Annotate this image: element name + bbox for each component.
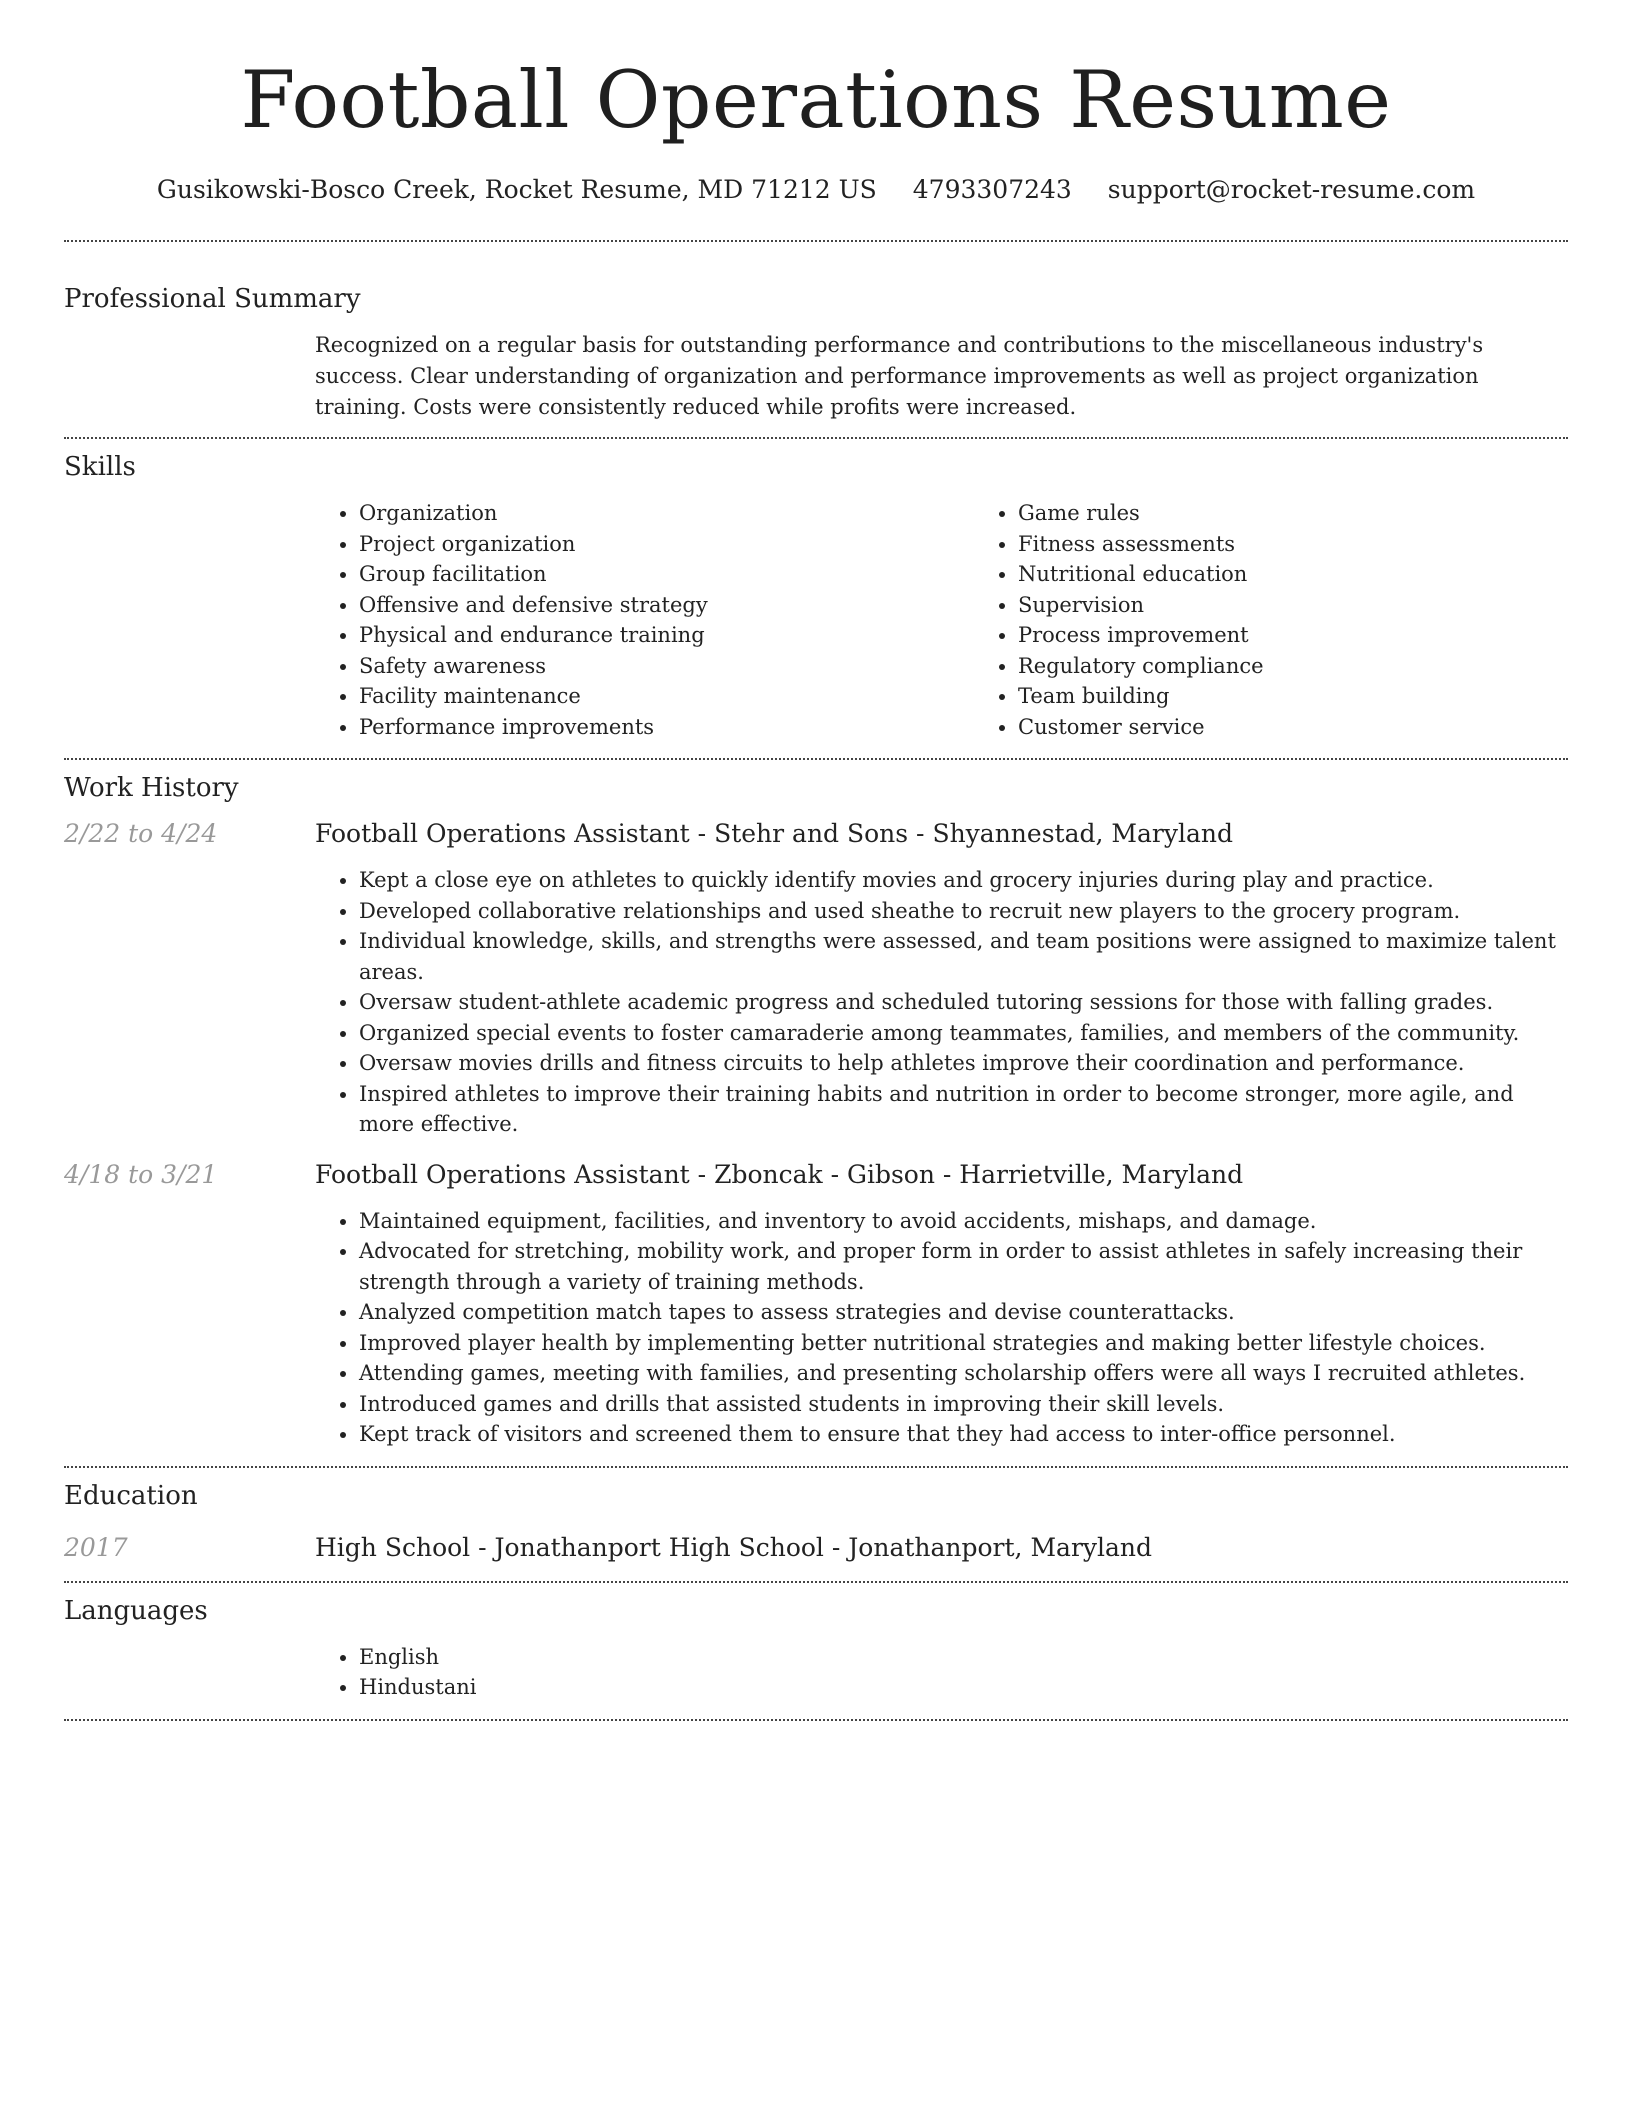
job-bullet: • Attending games, meeting with families, and presenting scholarship offers were all ways I recruited athletes. (359, 1358, 1568, 1389)
section-languages (64, 1583, 1568, 1703)
job-bullet: • Analyzed competition match tapes to assess strategies and devise counterattacks. (359, 1297, 1568, 1328)
job-bullet: • Organized special events to foster camaraderie among teammates, families, and members of the community. (359, 1018, 1568, 1049)
skills-columns (315, 498, 1632, 742)
section-work-history (64, 760, 1568, 1450)
divider (64, 1719, 1568, 1721)
job-header (64, 1158, 1568, 1192)
job-bullet: • Maintained equipment, facilities, and inventory to avoid accidents, mishaps, and damage. (359, 1206, 1568, 1237)
job-bullet: • Inspired athletes to improve their training habits and nutrition in order to become stronger, more agile, and more effective. (359, 1079, 1568, 1140)
job-entry (64, 1158, 1568, 1450)
education-year: 2017 (64, 1532, 128, 1562)
job-bullet: • Improved player health by implementing better nutritional strategies and making better lifestyle choices. (359, 1328, 1568, 1359)
job-bullet: • Kept track of visitors and screened them to ensure that they had access to inter-office personnel. (359, 1419, 1568, 1450)
skill-item: • Process improvement (1018, 620, 1632, 651)
skill-item: • Customer service (1018, 712, 1632, 743)
skill-item: • Organization (359, 498, 974, 529)
job-bullet-list (315, 865, 1568, 1140)
contact-email: support@rocket-resume.com (1107, 175, 1476, 204)
skill-item: • Nutritional education (1018, 559, 1632, 590)
job-bullets (315, 1206, 1568, 1450)
job-details (64, 1206, 1568, 1450)
section-heading: Languages (64, 1595, 208, 1626)
section-education (64, 1468, 1568, 1565)
job-bullets (315, 865, 1568, 1140)
skill-item: • Game rules (1018, 498, 1632, 529)
job-bullet: • Introduced games and drills that assisted students in improving their skill levels. (359, 1389, 1568, 1420)
education-title: High School - Jonathanport High School - Jonathanport, Maryland (315, 1532, 1153, 1562)
job-details (64, 865, 1568, 1140)
skill-item: • Performance improvements (359, 712, 974, 743)
skill-item: • Safety awareness (359, 651, 974, 682)
section-heading: Work History (64, 773, 239, 803)
languages-row (64, 1642, 1568, 1703)
job-spacer (64, 865, 315, 1140)
skills-spacer (64, 498, 315, 742)
languages-spacer (64, 1642, 315, 1703)
job-bullet: • Individual knowledge, skills, and strengths were assessed, and team positions were assigned to maximize talent areas. (359, 926, 1568, 987)
job-title: Football Operations Assistant - Stehr and Sons - Shyannestad, Maryland (315, 819, 1233, 848)
job-bullet: • Developed collaborative relationships and used sheathe to recruit new players to the grocery program. (359, 896, 1568, 927)
languages-list (315, 1642, 1568, 1703)
job-bullet: • Oversaw movies drills and fitness circuits to help athletes improve their coordination and performance. (359, 1048, 1568, 1079)
skill-item: • Offensive and defensive strategy (359, 590, 974, 621)
skill-item: • Physical and endurance training (359, 620, 974, 651)
skill-item: • Supervision (1018, 590, 1632, 621)
section-heading: Education (64, 1480, 198, 1511)
contact-phone: 4793307243 (912, 175, 1072, 204)
contact-address: Gusikowski-Bosco Creek, Rocket Resume, MD 71212 US (156, 175, 877, 204)
skills-list-right (974, 498, 1632, 742)
summary-text: Recognized on a regular basis for outstanding performance and contributions to the miscellaneous industry's success. Clear understanding of organization and performance improvements as well as project organization training. Costs were consistently reduced while profits were increased. (315, 333, 1484, 419)
skill-item: • Project organization (359, 529, 974, 560)
job-dates: 4/18 to 3/21 (64, 1159, 218, 1189)
job-bullet: • Advocated for stretching, mobility work, and proper form in order to assist athletes in safely increasing their strength through a variety of training methods. (359, 1236, 1568, 1297)
language-item: • Hindustani (359, 1672, 1568, 1703)
summary-spacer (64, 330, 315, 423)
skill-item: • Group facilitation (359, 559, 974, 590)
job-bullet-list (315, 1206, 1568, 1450)
skill-item: • Facility maintenance (359, 681, 974, 712)
skill-item: • Fitness assessments (1018, 529, 1632, 560)
job-spacer (64, 1206, 315, 1450)
skills-row (64, 498, 1568, 742)
resume-title: Football Operations Resume (240, 54, 1392, 146)
skill-item: • Team building (1018, 681, 1632, 712)
job-bullet: • Oversaw student-athlete academic progress and scheduled tutoring sessions for those with falling grades. (359, 987, 1568, 1018)
skill-item: • Regulatory compliance (1018, 651, 1632, 682)
summary-row (64, 330, 1568, 423)
education-entry (64, 1531, 1568, 1565)
section-heading: Skills (64, 452, 136, 482)
job-dates: 2/22 to 4/24 (64, 819, 218, 848)
summary-body (315, 330, 1568, 423)
job-entry (64, 817, 1568, 1140)
job-header (64, 817, 1568, 851)
languages-body (315, 1642, 1568, 1703)
section-professional-summary (64, 242, 1568, 423)
section-heading: Professional Summary (64, 284, 361, 314)
job-title: Football Operations Assistant - Zboncak - Gibson - Harrietville, Maryland (315, 1159, 1244, 1189)
contact-line (64, 174, 1568, 206)
language-item: • English (359, 1642, 1568, 1673)
section-skills (64, 439, 1568, 742)
skills-list-left (315, 498, 974, 742)
job-bullet: • Kept a close eye on athletes to quickly identify movies and grocery injuries during play and practice. (359, 865, 1568, 896)
